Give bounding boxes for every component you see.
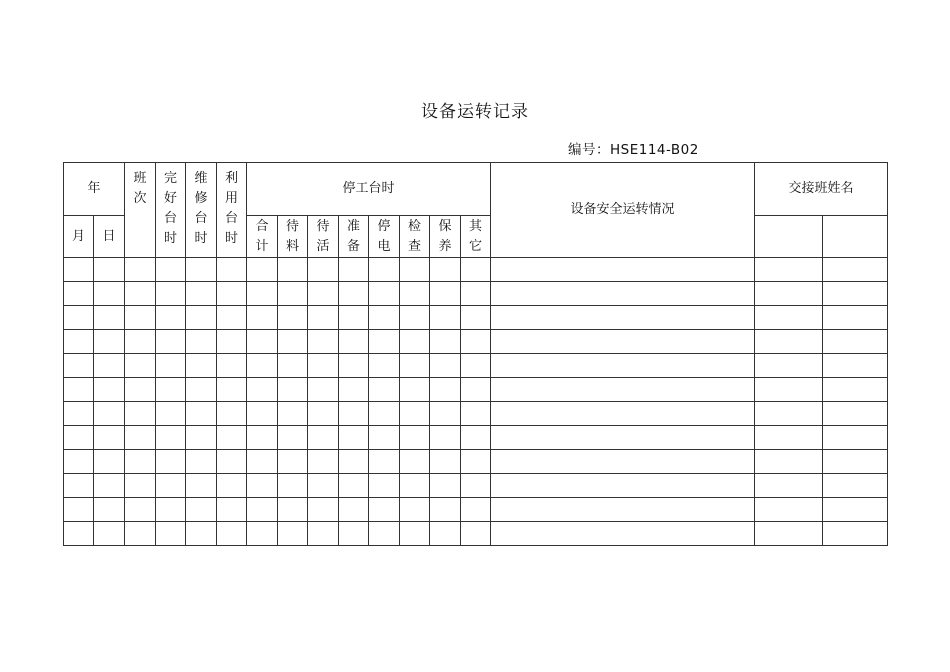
- table-cell[interactable]: [369, 330, 400, 354]
- table-cell[interactable]: [64, 354, 94, 378]
- header-char: 好: [164, 191, 178, 206]
- header-downtime-sub: [400, 216, 430, 258]
- table-cell[interactable]: [308, 522, 339, 546]
- table-cell[interactable]: [94, 426, 125, 450]
- table-cell[interactable]: [755, 522, 823, 546]
- table-cell[interactable]: [308, 306, 339, 330]
- table-cell[interactable]: [64, 450, 94, 474]
- table-cell[interactable]: [94, 450, 125, 474]
- table-cell[interactable]: [278, 354, 308, 378]
- header-char: 台: [164, 211, 178, 226]
- table-cell[interactable]: [823, 426, 888, 450]
- table-cell[interactable]: [400, 522, 430, 546]
- table-cell[interactable]: [125, 426, 156, 450]
- table-cell[interactable]: [278, 402, 308, 426]
- header-char: 待: [286, 218, 300, 234]
- table-cell[interactable]: [247, 426, 278, 450]
- table-cell[interactable]: [125, 402, 156, 426]
- table-cell[interactable]: [94, 330, 125, 354]
- table-cell[interactable]: [308, 402, 339, 426]
- table-cell[interactable]: [755, 282, 823, 306]
- table-cell[interactable]: [823, 258, 888, 282]
- header-day: 日: [94, 216, 125, 258]
- table-cell[interactable]: [430, 378, 461, 402]
- header-good-hours: [156, 163, 186, 258]
- table-cell[interactable]: [278, 522, 308, 546]
- table-cell[interactable]: [308, 354, 339, 378]
- table-cell[interactable]: [308, 498, 339, 522]
- table-cell[interactable]: [461, 354, 491, 378]
- header-char: 用: [225, 191, 239, 206]
- header-repair-hours: [186, 163, 217, 258]
- table-cell[interactable]: [125, 330, 156, 354]
- header-year: 年: [64, 163, 125, 216]
- header-char: 活: [316, 238, 330, 254]
- table-cell[interactable]: [491, 402, 755, 426]
- table-cell[interactable]: [217, 282, 247, 306]
- table-cell[interactable]: [430, 402, 461, 426]
- table-cell[interactable]: [823, 306, 888, 330]
- table-cell[interactable]: [186, 306, 217, 330]
- table-cell[interactable]: [400, 402, 430, 426]
- table-cell[interactable]: [755, 474, 823, 498]
- table-cell[interactable]: [430, 258, 461, 282]
- table-cell[interactable]: [308, 450, 339, 474]
- table-cell[interactable]: [823, 402, 888, 426]
- table-cell[interactable]: [491, 282, 755, 306]
- table-cell[interactable]: [186, 354, 217, 378]
- table-row: [64, 402, 888, 426]
- table-cell[interactable]: [308, 426, 339, 450]
- table-cell[interactable]: [94, 402, 125, 426]
- table-cell[interactable]: [156, 330, 186, 354]
- table-cell[interactable]: [125, 354, 156, 378]
- table-cell[interactable]: [339, 426, 369, 450]
- table-cell[interactable]: [247, 282, 278, 306]
- header-char: 维: [194, 171, 208, 186]
- table-cell[interactable]: [125, 282, 156, 306]
- table-row: [64, 354, 888, 378]
- table-row: [64, 258, 888, 282]
- table-cell[interactable]: [247, 258, 278, 282]
- table-cell[interactable]: [369, 258, 400, 282]
- header-downtime-sub: [369, 216, 400, 258]
- table-cell[interactable]: [308, 282, 339, 306]
- table-row: [64, 378, 888, 402]
- table-row: [64, 306, 888, 330]
- table-cell[interactable]: [186, 378, 217, 402]
- table-row: [64, 498, 888, 522]
- table-cell[interactable]: [278, 330, 308, 354]
- table-cell[interactable]: [400, 378, 430, 402]
- table-cell[interactable]: [278, 378, 308, 402]
- table-cell[interactable]: [339, 522, 369, 546]
- table-cell[interactable]: [247, 402, 278, 426]
- table-cell[interactable]: [186, 498, 217, 522]
- table-cell[interactable]: [308, 378, 339, 402]
- table-cell[interactable]: [430, 498, 461, 522]
- table-cell[interactable]: [823, 450, 888, 474]
- table-cell[interactable]: [369, 378, 400, 402]
- table-cell[interactable]: [430, 306, 461, 330]
- handover-name-cell-1[interactable]: [755, 216, 823, 258]
- header-char: 检: [408, 218, 422, 234]
- table-cell[interactable]: [491, 306, 755, 330]
- header-downtime-sub: [308, 216, 339, 258]
- header-char: 保: [438, 218, 452, 234]
- table-cell[interactable]: [755, 498, 823, 522]
- table-cell[interactable]: [156, 258, 186, 282]
- table-cell[interactable]: [823, 522, 888, 546]
- table-cell[interactable]: [430, 426, 461, 450]
- table-cell[interactable]: [430, 474, 461, 498]
- table-cell[interactable]: [64, 474, 94, 498]
- header-downtime-sub: [339, 216, 369, 258]
- header-char: 时: [194, 231, 208, 246]
- header-shift: [125, 163, 156, 258]
- table-cell[interactable]: [400, 306, 430, 330]
- table-cell[interactable]: [186, 450, 217, 474]
- table-cell[interactable]: [430, 522, 461, 546]
- table-cell[interactable]: [278, 258, 308, 282]
- table-cell[interactable]: [125, 378, 156, 402]
- table-cell[interactable]: [217, 402, 247, 426]
- table-cell[interactable]: [64, 282, 94, 306]
- header-char: 次: [133, 191, 147, 206]
- table-row: [64, 282, 888, 306]
- table-cell[interactable]: [369, 450, 400, 474]
- table-row: [64, 450, 888, 474]
- header-char: 停: [377, 218, 391, 234]
- table-cell[interactable]: [823, 474, 888, 498]
- table-cell[interactable]: [339, 378, 369, 402]
- table-cell[interactable]: [278, 498, 308, 522]
- table-cell[interactable]: [461, 498, 491, 522]
- table-cell[interactable]: [156, 522, 186, 546]
- table-cell[interactable]: [400, 258, 430, 282]
- table-cell[interactable]: [461, 474, 491, 498]
- table-cell[interactable]: [125, 522, 156, 546]
- table-cell[interactable]: [339, 282, 369, 306]
- table-cell[interactable]: [217, 330, 247, 354]
- header-char: 查: [408, 238, 422, 254]
- table-cell[interactable]: [400, 354, 430, 378]
- table-cell[interactable]: [156, 402, 186, 426]
- table-cell[interactable]: [491, 354, 755, 378]
- table-cell[interactable]: [217, 306, 247, 330]
- header-char: 时: [225, 231, 239, 246]
- table-cell[interactable]: [247, 306, 278, 330]
- table-cell[interactable]: [64, 522, 94, 546]
- table-cell[interactable]: [217, 258, 247, 282]
- header-char: 完: [164, 171, 178, 186]
- table-cell[interactable]: [491, 450, 755, 474]
- table-cell[interactable]: [461, 402, 491, 426]
- table-cell[interactable]: [94, 498, 125, 522]
- table-cell[interactable]: [186, 522, 217, 546]
- table-cell[interactable]: [491, 522, 755, 546]
- table-cell[interactable]: [94, 258, 125, 282]
- equipment-operation-record-table: [63, 162, 888, 546]
- header-downtime-sub: [247, 216, 278, 258]
- table-cell[interactable]: [278, 474, 308, 498]
- table-cell[interactable]: [339, 498, 369, 522]
- table-cell[interactable]: [461, 378, 491, 402]
- table-cell[interactable]: [186, 474, 217, 498]
- table-cell[interactable]: [217, 498, 247, 522]
- table-cell[interactable]: [369, 498, 400, 522]
- table-cell[interactable]: [156, 450, 186, 474]
- header-char: 台: [225, 211, 239, 226]
- table-cell[interactable]: [64, 426, 94, 450]
- table-cell[interactable]: [369, 474, 400, 498]
- table-cell[interactable]: [755, 258, 823, 282]
- table-cell[interactable]: [64, 306, 94, 330]
- table-cell[interactable]: [186, 426, 217, 450]
- table-cell[interactable]: [278, 426, 308, 450]
- table-cell[interactable]: [247, 354, 278, 378]
- header-handover-names: 交接班姓名: [755, 163, 888, 216]
- table-cell[interactable]: [430, 450, 461, 474]
- header-char: 养: [438, 238, 452, 254]
- table-cell[interactable]: [461, 258, 491, 282]
- table-cell[interactable]: [186, 258, 217, 282]
- table-cell[interactable]: [186, 402, 217, 426]
- table-cell[interactable]: [430, 354, 461, 378]
- header-char: 备: [347, 238, 361, 254]
- table-cell[interactable]: [755, 306, 823, 330]
- table-cell[interactable]: [339, 330, 369, 354]
- table-cell[interactable]: [369, 306, 400, 330]
- table-cell[interactable]: [400, 330, 430, 354]
- table-cell[interactable]: [247, 330, 278, 354]
- table-cell[interactable]: [125, 450, 156, 474]
- table-cell[interactable]: [823, 282, 888, 306]
- header-char: 时: [164, 231, 178, 246]
- table-cell[interactable]: [64, 402, 94, 426]
- table-cell[interactable]: [491, 474, 755, 498]
- header-char: 合: [255, 218, 269, 234]
- table-cell[interactable]: [461, 450, 491, 474]
- table-cell[interactable]: [64, 378, 94, 402]
- table-cell[interactable]: [339, 354, 369, 378]
- table-cell[interactable]: [461, 522, 491, 546]
- table-cell[interactable]: [94, 282, 125, 306]
- table-cell[interactable]: [400, 498, 430, 522]
- table-cell[interactable]: [491, 330, 755, 354]
- header-char: 待: [316, 218, 330, 234]
- table-cell[interactable]: [94, 306, 125, 330]
- table-cell[interactable]: [94, 354, 125, 378]
- table-cell[interactable]: [823, 330, 888, 354]
- header-char: 班: [133, 171, 147, 186]
- table-cell[interactable]: [755, 330, 823, 354]
- table-cell[interactable]: [217, 474, 247, 498]
- handover-name-cell-2[interactable]: [823, 216, 888, 258]
- header-downtime-sub: [278, 216, 308, 258]
- header-char: 修: [194, 191, 208, 206]
- table-cell[interactable]: [156, 306, 186, 330]
- table-cell[interactable]: [823, 498, 888, 522]
- header-row-1: [64, 163, 888, 216]
- table-cell[interactable]: [308, 258, 339, 282]
- table-cell[interactable]: [217, 378, 247, 402]
- table-cell[interactable]: [186, 330, 217, 354]
- table-cell[interactable]: [125, 498, 156, 522]
- table-cell[interactable]: [217, 522, 247, 546]
- header-downtime-sub: [430, 216, 461, 258]
- table-cell[interactable]: [369, 354, 400, 378]
- table-cell[interactable]: [369, 426, 400, 450]
- table-cell[interactable]: [400, 450, 430, 474]
- table-cell[interactable]: [308, 330, 339, 354]
- table-cell[interactable]: [400, 282, 430, 306]
- table-cell[interactable]: [339, 450, 369, 474]
- table-cell[interactable]: [461, 426, 491, 450]
- table-cell[interactable]: [339, 306, 369, 330]
- table-cell[interactable]: [247, 378, 278, 402]
- header-char: 料: [286, 238, 300, 254]
- table-cell[interactable]: [64, 498, 94, 522]
- table-cell[interactable]: [125, 474, 156, 498]
- table-cell[interactable]: [156, 474, 186, 498]
- table-cell[interactable]: [94, 474, 125, 498]
- table-cell[interactable]: [94, 378, 125, 402]
- table-cell[interactable]: [491, 426, 755, 450]
- table-cell[interactable]: [339, 474, 369, 498]
- table-cell[interactable]: [755, 354, 823, 378]
- table-cell[interactable]: [64, 330, 94, 354]
- table-cell[interactable]: [125, 306, 156, 330]
- table-cell[interactable]: [755, 426, 823, 450]
- table-cell[interactable]: [156, 498, 186, 522]
- table-cell[interactable]: [339, 258, 369, 282]
- table-cell[interactable]: [369, 282, 400, 306]
- table-cell[interactable]: [430, 330, 461, 354]
- table-cell[interactable]: [400, 426, 430, 450]
- document-title: 设备运转记录: [421, 102, 529, 122]
- header-downtime-sub: [461, 216, 491, 258]
- table-cell[interactable]: [369, 402, 400, 426]
- table-cell[interactable]: [339, 402, 369, 426]
- document-number: 编号：HSE114-B02: [568, 142, 699, 158]
- header-month: 月: [64, 216, 94, 258]
- table-cell[interactable]: [156, 426, 186, 450]
- table-row: [64, 474, 888, 498]
- table-cell[interactable]: [186, 282, 217, 306]
- header-char: 利: [225, 171, 239, 186]
- table-cell[interactable]: [247, 474, 278, 498]
- table-cell[interactable]: [308, 474, 339, 498]
- table-cell[interactable]: [461, 330, 491, 354]
- table-cell[interactable]: [461, 282, 491, 306]
- table-cell[interactable]: [278, 282, 308, 306]
- table-cell[interactable]: [94, 522, 125, 546]
- table-cell[interactable]: [247, 498, 278, 522]
- table-cell[interactable]: [491, 258, 755, 282]
- table-row: [64, 330, 888, 354]
- table-cell[interactable]: [156, 354, 186, 378]
- table-cell[interactable]: [156, 282, 186, 306]
- table-cell[interactable]: [247, 450, 278, 474]
- header-char: 电: [377, 238, 391, 254]
- table-cell[interactable]: [400, 474, 430, 498]
- table-cell[interactable]: [755, 450, 823, 474]
- header-char: 它: [469, 238, 483, 254]
- table-row: [64, 426, 888, 450]
- header-downtime: 停工台时: [247, 163, 491, 216]
- table-cell[interactable]: [823, 378, 888, 402]
- table-cell[interactable]: [755, 378, 823, 402]
- table-cell[interactable]: [430, 282, 461, 306]
- header-char: 台: [194, 211, 208, 226]
- table-cell[interactable]: [125, 258, 156, 282]
- table-cell[interactable]: [278, 306, 308, 330]
- table-row: [64, 522, 888, 546]
- table-cell[interactable]: [217, 450, 247, 474]
- header-char: 计: [255, 238, 269, 254]
- header-safety-operation: 设备安全运转情况: [491, 163, 755, 258]
- table-cell[interactable]: [755, 402, 823, 426]
- table-cell[interactable]: [369, 522, 400, 546]
- table-cell[interactable]: [491, 498, 755, 522]
- table-cell[interactable]: [156, 378, 186, 402]
- table-cell[interactable]: [217, 354, 247, 378]
- header-use-hours: [217, 163, 247, 258]
- table-cell[interactable]: [823, 354, 888, 378]
- header-char: 其: [469, 218, 483, 234]
- table-cell[interactable]: [247, 522, 278, 546]
- header-char: 准: [347, 218, 361, 234]
- table-cell[interactable]: [278, 450, 308, 474]
- table-cell[interactable]: [491, 378, 755, 402]
- table-cell[interactable]: [64, 258, 94, 282]
- table-cell[interactable]: [461, 306, 491, 330]
- table-cell[interactable]: [217, 426, 247, 450]
